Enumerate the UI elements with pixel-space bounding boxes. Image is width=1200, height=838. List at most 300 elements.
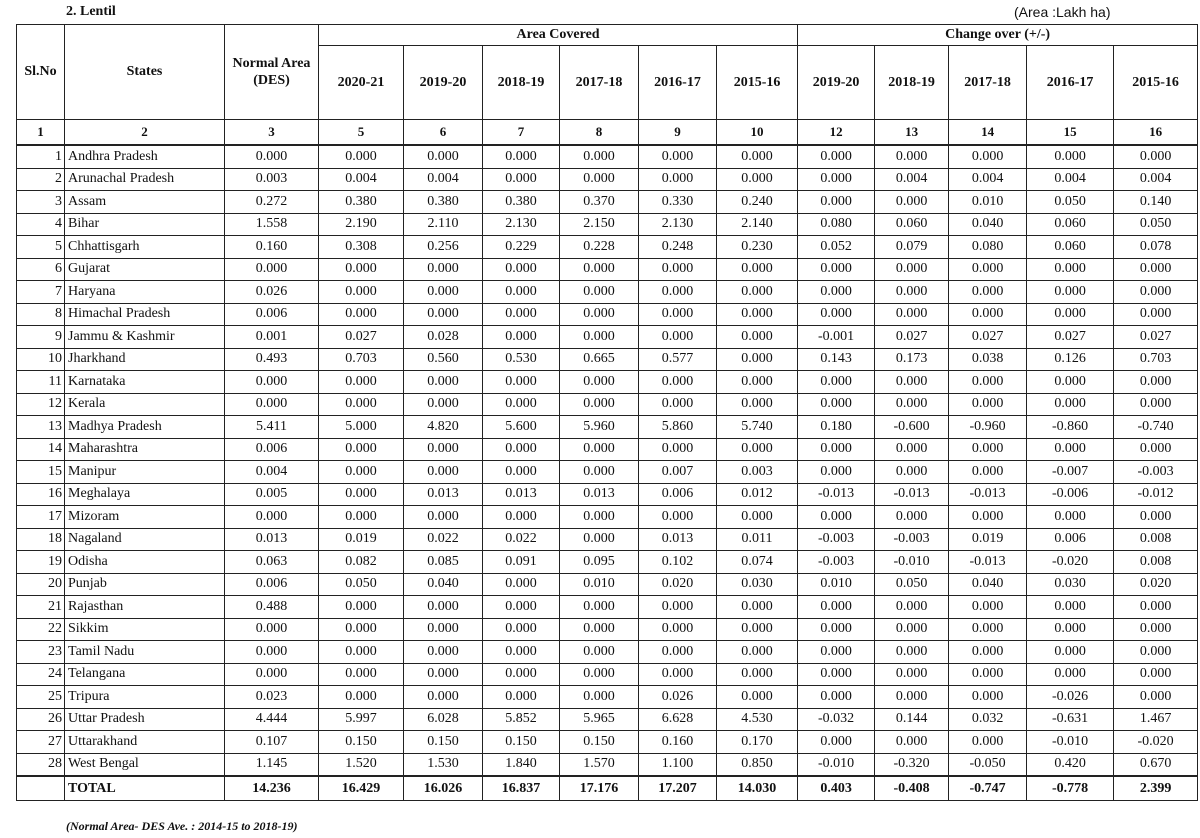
state-name-cell: Chhattisgarh (65, 236, 225, 259)
value-cell: 0.020 (639, 573, 717, 596)
value-cell: 0.079 (875, 236, 949, 259)
value-cell: 0.080 (949, 236, 1027, 259)
value-cell: 0.000 (483, 393, 560, 416)
column-number: 2 (65, 120, 225, 146)
value-cell: 0.000 (798, 438, 875, 461)
table-title: 2. Lentil (66, 4, 116, 19)
value-cell: 0.000 (404, 145, 483, 168)
value-cell: 0.006 (225, 573, 319, 596)
value-cell: 1.570 (560, 753, 639, 776)
table-row (17, 416, 1198, 439)
value-cell: 14.236 (225, 776, 319, 801)
value-cell: 0.000 (560, 281, 639, 304)
value-cell: 0.026 (639, 686, 717, 709)
value-cell: 0.000 (717, 145, 798, 168)
value-cell: 0.665 (560, 348, 639, 371)
value-cell: 0.095 (560, 551, 639, 574)
value-cell: 0.000 (225, 258, 319, 281)
lentil-area-table (16, 24, 1198, 801)
serial-number-cell: 27 (17, 731, 65, 754)
value-cell: 0.000 (483, 686, 560, 709)
value-cell: 2.150 (560, 213, 639, 236)
value-cell: 0.000 (225, 371, 319, 394)
column-number: 9 (639, 120, 717, 146)
table-row (17, 551, 1198, 574)
value-cell: 2.399 (1114, 776, 1198, 801)
value-cell: -0.960 (949, 416, 1027, 439)
value-cell: 0.000 (639, 326, 717, 349)
value-cell: 0.000 (949, 596, 1027, 619)
value-cell: 0.013 (560, 483, 639, 506)
value-cell: 0.038 (949, 348, 1027, 371)
value-cell: 0.000 (483, 258, 560, 281)
value-cell: 0.000 (225, 506, 319, 529)
value-cell: 0.000 (483, 168, 560, 191)
value-cell: 0.004 (1114, 168, 1198, 191)
value-cell: 0.000 (639, 506, 717, 529)
value-cell: -0.003 (1114, 461, 1198, 484)
value-cell: 0.000 (639, 438, 717, 461)
value-cell: 2.110 (404, 213, 483, 236)
serial-number-cell: 20 (17, 573, 65, 596)
state-name-cell: Rajasthan (65, 596, 225, 619)
value-cell: 0.027 (1027, 326, 1114, 349)
value-cell: -0.013 (949, 551, 1027, 574)
value-cell: 0.000 (319, 506, 404, 529)
header-change-year: 2015-16 (1114, 46, 1198, 120)
value-cell: 0.000 (639, 596, 717, 619)
value-cell: 1.467 (1114, 708, 1198, 731)
value-cell: 0.000 (1027, 303, 1114, 326)
table-row (17, 168, 1198, 191)
table-row (17, 145, 1198, 168)
serial-number-cell: 10 (17, 348, 65, 371)
header-area-year: 2018-19 (483, 46, 560, 120)
state-name-cell: Karnataka (65, 371, 225, 394)
value-cell: 0.000 (717, 326, 798, 349)
state-name-cell: Madhya Pradesh (65, 416, 225, 439)
value-cell: 16.837 (483, 776, 560, 801)
value-cell: -0.010 (798, 753, 875, 776)
value-cell: -0.600 (875, 416, 949, 439)
value-cell: 0.000 (319, 371, 404, 394)
table-row (17, 618, 1198, 641)
value-cell: 0.000 (404, 641, 483, 664)
value-cell: 0.000 (717, 641, 798, 664)
value-cell: 0.000 (560, 371, 639, 394)
value-cell: 0.000 (404, 596, 483, 619)
value-cell: -0.320 (875, 753, 949, 776)
value-cell: 5.411 (225, 416, 319, 439)
value-cell: 0.000 (1027, 281, 1114, 304)
value-cell: 0.000 (560, 461, 639, 484)
table-row (17, 753, 1198, 776)
value-cell: 0.000 (1114, 393, 1198, 416)
value-cell: 0.000 (949, 618, 1027, 641)
value-cell: 0.040 (404, 573, 483, 596)
value-cell: 0.000 (798, 686, 875, 709)
value-cell: 5.965 (560, 708, 639, 731)
value-cell: 0.000 (319, 438, 404, 461)
value-cell: 0.032 (949, 708, 1027, 731)
value-cell: 0.000 (1114, 641, 1198, 664)
state-name-cell: Odisha (65, 551, 225, 574)
value-cell: 0.000 (319, 393, 404, 416)
serial-number-cell: 28 (17, 753, 65, 776)
value-cell: 0.000 (404, 506, 483, 529)
value-cell: 0.107 (225, 731, 319, 754)
state-name-cell: Punjab (65, 573, 225, 596)
value-cell: 0.078 (1114, 236, 1198, 259)
value-cell: 0.160 (225, 236, 319, 259)
total-row (17, 776, 1198, 801)
table-row (17, 528, 1198, 551)
value-cell: 0.003 (717, 461, 798, 484)
column-number: 16 (1114, 120, 1198, 146)
value-cell: 1.558 (225, 213, 319, 236)
value-cell: 0.000 (225, 618, 319, 641)
value-cell: 0.000 (319, 303, 404, 326)
state-name-cell: Meghalaya (65, 483, 225, 506)
value-cell: 0.420 (1027, 753, 1114, 776)
table-row (17, 506, 1198, 529)
value-cell: -0.778 (1027, 776, 1114, 801)
header-area-year: 2017-18 (560, 46, 639, 120)
value-cell: 0.000 (1027, 145, 1114, 168)
value-cell: 0.000 (875, 371, 949, 394)
value-cell: 0.063 (225, 551, 319, 574)
value-cell: 0.000 (483, 573, 560, 596)
value-cell: 0.000 (639, 281, 717, 304)
column-number: 1 (17, 120, 65, 146)
value-cell: 0.229 (483, 236, 560, 259)
value-cell: 0.006 (225, 303, 319, 326)
value-cell: 1.520 (319, 753, 404, 776)
value-cell: 0.000 (560, 618, 639, 641)
value-cell: 0.000 (639, 393, 717, 416)
column-number: 7 (483, 120, 560, 146)
value-cell: 0.000 (404, 371, 483, 394)
value-cell: 0.023 (225, 686, 319, 709)
value-cell: 0.000 (639, 145, 717, 168)
value-cell: 0.000 (483, 326, 560, 349)
table-row (17, 213, 1198, 236)
value-cell: 0.240 (717, 191, 798, 214)
header-change-year: 2019-20 (798, 46, 875, 120)
value-cell: 0.000 (1114, 438, 1198, 461)
value-cell: 0.000 (560, 145, 639, 168)
column-number: 15 (1027, 120, 1114, 146)
value-cell: -0.026 (1027, 686, 1114, 709)
value-cell: 0.000 (949, 461, 1027, 484)
value-cell: 1.530 (404, 753, 483, 776)
value-cell: 0.003 (225, 168, 319, 191)
value-cell: 0.000 (319, 618, 404, 641)
value-cell: 0.006 (225, 438, 319, 461)
value-cell: 0.000 (560, 686, 639, 709)
serial-number-cell: 6 (17, 258, 65, 281)
value-cell: 17.176 (560, 776, 639, 801)
value-cell: 0.040 (949, 573, 1027, 596)
value-cell: -0.631 (1027, 708, 1114, 731)
value-cell: 2.130 (639, 213, 717, 236)
value-cell: 0.000 (798, 145, 875, 168)
value-cell: 0.150 (404, 731, 483, 754)
value-cell: 1.145 (225, 753, 319, 776)
value-cell: 2.130 (483, 213, 560, 236)
value-cell: 0.000 (875, 303, 949, 326)
value-cell: 0.000 (875, 731, 949, 754)
value-cell: 0.000 (1114, 663, 1198, 686)
header-change-year: 2018-19 (875, 46, 949, 120)
value-cell: 0.000 (639, 168, 717, 191)
value-cell: 0.019 (319, 528, 404, 551)
value-cell: 0.380 (319, 191, 404, 214)
value-cell: 0.000 (875, 258, 949, 281)
serial-number-cell: 16 (17, 483, 65, 506)
state-name-cell: Himachal Pradesh (65, 303, 225, 326)
value-cell: 0.000 (1027, 618, 1114, 641)
value-cell: 0.000 (798, 281, 875, 304)
value-cell: 0.011 (717, 528, 798, 551)
value-cell: 2.190 (319, 213, 404, 236)
table-row (17, 596, 1198, 619)
value-cell: 0.000 (1114, 618, 1198, 641)
value-cell: 0.027 (319, 326, 404, 349)
table-row (17, 483, 1198, 506)
value-cell: 0.000 (560, 258, 639, 281)
value-cell: 0.000 (319, 686, 404, 709)
value-cell: 0.000 (1114, 281, 1198, 304)
value-cell: 0.150 (560, 731, 639, 754)
value-cell: 0.000 (483, 618, 560, 641)
value-cell: 0.013 (404, 483, 483, 506)
value-cell: 0.000 (717, 303, 798, 326)
serial-number-cell: 21 (17, 596, 65, 619)
value-cell: 0.000 (483, 371, 560, 394)
value-cell: 0.530 (483, 348, 560, 371)
header-area-covered: Area Covered (319, 25, 798, 46)
value-cell: 0.000 (798, 618, 875, 641)
serial-number-cell: 18 (17, 528, 65, 551)
table-row (17, 731, 1198, 754)
value-cell: -0.006 (1027, 483, 1114, 506)
header-area-year: 2020-21 (319, 46, 404, 120)
value-cell: 0.030 (1027, 573, 1114, 596)
value-cell: 0.000 (798, 371, 875, 394)
value-cell: 0.488 (225, 596, 319, 619)
value-cell: 0.000 (639, 618, 717, 641)
state-name-cell: Maharashtra (65, 438, 225, 461)
value-cell: 0.000 (560, 528, 639, 551)
value-cell: 0.000 (404, 438, 483, 461)
value-cell: 0.000 (1027, 258, 1114, 281)
table-row (17, 641, 1198, 664)
serial-number-cell: 7 (17, 281, 65, 304)
header-change-year: 2017-18 (949, 46, 1027, 120)
value-cell: 0.050 (1027, 191, 1114, 214)
value-cell: 0.000 (319, 641, 404, 664)
value-cell: 0.000 (225, 641, 319, 664)
value-cell: 0.027 (875, 326, 949, 349)
value-cell: 0.006 (1027, 528, 1114, 551)
value-cell: 0.000 (875, 641, 949, 664)
value-cell: 0.000 (319, 145, 404, 168)
value-cell: 0.102 (639, 551, 717, 574)
value-cell: -0.013 (949, 483, 1027, 506)
value-cell: 0.000 (1114, 258, 1198, 281)
serial-number-cell: 24 (17, 663, 65, 686)
value-cell: 0.004 (319, 168, 404, 191)
value-cell: 6.628 (639, 708, 717, 731)
value-cell: 0.000 (717, 618, 798, 641)
state-name-cell: West Bengal (65, 753, 225, 776)
header-area-year: 2019-20 (404, 46, 483, 120)
state-name-cell: Arunachal Pradesh (65, 168, 225, 191)
value-cell: 0.000 (1027, 371, 1114, 394)
value-cell: 0.000 (404, 258, 483, 281)
value-cell: 0.010 (949, 191, 1027, 214)
value-cell: 0.380 (483, 191, 560, 214)
value-cell: 0.000 (1114, 506, 1198, 529)
table-row (17, 281, 1198, 304)
value-cell: 5.997 (319, 708, 404, 731)
value-cell: 0.000 (875, 145, 949, 168)
value-cell: 0.150 (319, 731, 404, 754)
value-cell: 0.000 (798, 303, 875, 326)
value-cell: -0.860 (1027, 416, 1114, 439)
value-cell: 0.000 (717, 371, 798, 394)
table-row (17, 663, 1198, 686)
value-cell: 0.000 (560, 663, 639, 686)
value-cell: 0.027 (1114, 326, 1198, 349)
value-cell: -0.020 (1114, 731, 1198, 754)
value-cell: -0.747 (949, 776, 1027, 801)
value-cell: 0.000 (483, 281, 560, 304)
value-cell: 0.030 (717, 573, 798, 596)
serial-number-cell: 23 (17, 641, 65, 664)
footnote: (Normal Area- DES Ave. : 2014-15 to 2018-19) (66, 819, 298, 833)
value-cell: 0.000 (404, 303, 483, 326)
value-cell: 0.000 (404, 461, 483, 484)
value-cell: 0.330 (639, 191, 717, 214)
value-cell: 4.444 (225, 708, 319, 731)
header-normal-area: Normal Area (DES) (225, 25, 319, 120)
value-cell: 0.000 (798, 393, 875, 416)
value-cell: 0.008 (1114, 551, 1198, 574)
value-cell: 0.000 (875, 663, 949, 686)
value-cell: 0.000 (949, 686, 1027, 709)
value-cell: 0.000 (560, 641, 639, 664)
serial-number-cell: 5 (17, 236, 65, 259)
value-cell: 0.050 (319, 573, 404, 596)
value-cell: 0.000 (319, 596, 404, 619)
table-row (17, 393, 1198, 416)
value-cell: 0.000 (1114, 303, 1198, 326)
value-cell: 0.050 (875, 573, 949, 596)
state-name-cell: Bihar (65, 213, 225, 236)
table-row (17, 258, 1198, 281)
value-cell: 0.013 (639, 528, 717, 551)
value-cell: 0.850 (717, 753, 798, 776)
value-cell: 0.008 (1114, 528, 1198, 551)
value-cell: -0.032 (798, 708, 875, 731)
value-cell: 0.000 (1114, 596, 1198, 619)
value-cell: 0.150 (483, 731, 560, 754)
value-cell: 0.000 (717, 596, 798, 619)
value-cell: 0.403 (798, 776, 875, 801)
value-cell: 0.000 (875, 618, 949, 641)
value-cell: 0.144 (875, 708, 949, 731)
value-cell: 0.000 (875, 393, 949, 416)
value-cell: 0.308 (319, 236, 404, 259)
serial-number-cell: 4 (17, 213, 65, 236)
value-cell: 0.040 (949, 213, 1027, 236)
state-name-cell: TOTAL (65, 776, 225, 801)
value-cell: -0.010 (1027, 731, 1114, 754)
value-cell: 0.028 (404, 326, 483, 349)
serial-number-cell: 11 (17, 371, 65, 394)
value-cell: -0.740 (1114, 416, 1198, 439)
value-cell: 0.000 (404, 393, 483, 416)
value-cell: 0.000 (639, 663, 717, 686)
value-cell: 0.001 (225, 326, 319, 349)
value-cell: 0.000 (798, 461, 875, 484)
value-cell: 0.019 (949, 528, 1027, 551)
value-cell: 0.000 (483, 596, 560, 619)
value-cell: 0.000 (949, 438, 1027, 461)
value-cell: -0.020 (1027, 551, 1114, 574)
value-cell: 0.160 (639, 731, 717, 754)
value-cell: 14.030 (717, 776, 798, 801)
value-cell: 0.004 (949, 168, 1027, 191)
value-cell: 0.000 (639, 371, 717, 394)
value-cell: 0.000 (483, 506, 560, 529)
value-cell: 0.000 (1027, 506, 1114, 529)
value-cell: 0.000 (949, 303, 1027, 326)
value-cell: 0.000 (875, 461, 949, 484)
header-area-year: 2015-16 (717, 46, 798, 120)
state-name-cell: Assam (65, 191, 225, 214)
serial-number-cell: 17 (17, 506, 65, 529)
value-cell: 0.577 (639, 348, 717, 371)
value-cell: 0.000 (798, 191, 875, 214)
value-cell: 0.000 (483, 641, 560, 664)
header-sl-no: Sl.No (17, 25, 65, 120)
value-cell: -0.007 (1027, 461, 1114, 484)
value-cell: 0.060 (1027, 236, 1114, 259)
table-body (17, 145, 1198, 801)
value-cell: 0.000 (949, 258, 1027, 281)
serial-number-cell: 1 (17, 145, 65, 168)
table-row (17, 303, 1198, 326)
header-states: States (65, 25, 225, 120)
value-cell: 4.820 (404, 416, 483, 439)
value-cell: 0.560 (404, 348, 483, 371)
value-cell: 0.007 (639, 461, 717, 484)
serial-number-cell: 19 (17, 551, 65, 574)
value-cell: 0.000 (798, 506, 875, 529)
value-cell: 0.670 (1114, 753, 1198, 776)
value-cell: -0.013 (875, 483, 949, 506)
serial-number-cell: 25 (17, 686, 65, 709)
state-name-cell: Andhra Pradesh (65, 145, 225, 168)
value-cell: -0.013 (798, 483, 875, 506)
value-cell: 5.600 (483, 416, 560, 439)
table-row (17, 461, 1198, 484)
value-cell: -0.010 (875, 551, 949, 574)
value-cell: 0.000 (717, 438, 798, 461)
